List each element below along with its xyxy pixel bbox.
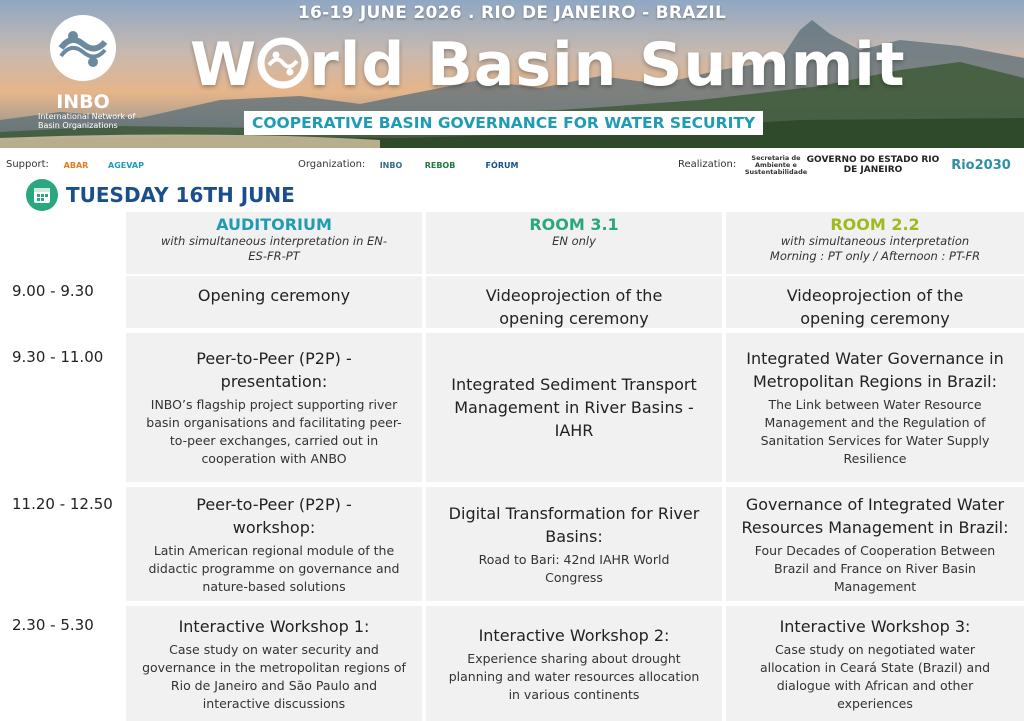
agevap-logo: AGEVAP xyxy=(108,160,144,170)
column-header-auditorium xyxy=(126,212,422,274)
title-part-1: W xyxy=(190,30,258,100)
session-cell xyxy=(126,487,422,601)
time-slot: 9.30 - 11.00 xyxy=(12,348,104,366)
day-label: TUESDAY 16TH JUNE xyxy=(66,183,295,207)
session-description: INBO’s flagship project supporting river basin organisations and facilitating peer-to-peer exchanges, carried out in cooperation with ANBO xyxy=(146,397,402,466)
day-heading xyxy=(26,180,295,210)
forum-logo: FÓRUM xyxy=(485,160,519,170)
session-cell xyxy=(126,276,422,328)
room-note: EN only xyxy=(552,234,596,248)
column-header-room-2-2 xyxy=(726,212,1024,274)
session-cell xyxy=(426,276,722,328)
time-slot: 11.20 - 12.50 xyxy=(12,495,113,513)
session-cell xyxy=(726,276,1024,328)
inbo-logo xyxy=(28,14,138,130)
room-note: with simultaneous interpretation in EN-ES-FR-PT xyxy=(160,234,388,263)
inbo-circle-icon xyxy=(49,14,117,82)
session-description: Case study on negotiated water allocation in Ceará State (Brazil) and dialogue with African and other experiences xyxy=(759,641,991,711)
session-cell xyxy=(426,333,722,482)
session-cell xyxy=(126,333,422,482)
session-description: Experience sharing about drought planning and water resources allocation in various continents xyxy=(448,650,700,702)
session-cell xyxy=(726,333,1024,482)
session-title: Videoprojection of the opening ceremony xyxy=(786,286,964,328)
rio2030-logo: Rio2030 xyxy=(951,157,1011,173)
session-description: Four Decades of Cooperation Between Brazil and France on River Basin Management xyxy=(754,542,996,594)
inbo-logo-fullname: International Network of Basin Organizations xyxy=(38,112,136,130)
summit-subtitle: COOPERATIVE BASIN GOVERNANCE FOR WATER SECURITY xyxy=(244,111,763,135)
session-title: Integrated Sediment Transport Management in River Basins - IAHR xyxy=(451,375,697,440)
rebob-logo: REBOB xyxy=(424,160,456,170)
session-description: Road to Bari: 42nd IAHR World Congress xyxy=(478,551,670,585)
support-label: Support: xyxy=(6,159,49,170)
session-title: Opening ceremony xyxy=(197,286,351,305)
time-slot: 9.00 - 9.30 xyxy=(12,282,94,300)
session-description: Latin American regional module of the didactic programme on governance and nature-based solutions xyxy=(148,542,400,594)
column-header-room-3-1 xyxy=(426,212,722,274)
realization-label: Realization: xyxy=(678,159,737,170)
session-title: Peer-to-Peer (P2P) - presentation: xyxy=(196,349,352,391)
session-title: Integrated Water Governance in Metropolitan Regions in Brazil: xyxy=(746,349,1004,391)
session-cell xyxy=(426,487,722,601)
session-title: Videoprojection of the opening ceremony xyxy=(485,286,663,328)
header-banner xyxy=(0,0,1024,148)
secretaria-logo: Secretaria de Ambiente e Sustentabilidade xyxy=(744,153,808,176)
summit-title xyxy=(190,30,906,100)
session-cell xyxy=(126,606,422,721)
room-name: ROOM 3.1 xyxy=(529,215,619,234)
session-title: Governance of Integrated Water Resources Management in Brazil: xyxy=(741,494,1009,537)
abar-logo: ABAR xyxy=(63,160,89,170)
session-description: Case study on water security and governance in the metropolitan regions of Rio de Janeiro and São Paulo and interactive discussions xyxy=(142,641,406,711)
partners-strip xyxy=(0,148,1024,182)
room-note: with simultaneous interpretation Morning : PT only / Afternoon : PT-FR xyxy=(769,234,981,263)
session-description: The Link between Water Resource Management and the Regulation of Sanitation Services for Water Supply Resilience xyxy=(760,397,990,466)
session-title: Digital Transformation for River Basins: xyxy=(448,503,700,546)
room-name: AUDITORIUM xyxy=(216,215,332,234)
organization-label: Organization: xyxy=(298,159,366,170)
globe-o-icon xyxy=(257,37,309,89)
inbo-logo-name: INBO xyxy=(56,91,110,113)
title-part-2: rld Basin Summit xyxy=(309,30,906,100)
session-cell xyxy=(726,606,1024,721)
session-title: Peer-to-Peer (P2P) - workshop: xyxy=(196,494,352,537)
session-cell xyxy=(426,606,722,721)
time-slot: 2.30 - 5.30 xyxy=(12,616,94,634)
session-title: Interactive Workshop 3: xyxy=(779,616,971,636)
session-title: Interactive Workshop 1: xyxy=(178,616,370,636)
event-dates: 16-19 JUNE 2026 . RIO DE JANEIRO - BRAZIL xyxy=(297,3,727,23)
session-cell xyxy=(726,487,1024,601)
session-title: Interactive Workshop 2: xyxy=(478,625,670,645)
room-name: ROOM 2.2 xyxy=(830,215,920,234)
calendar-icon xyxy=(26,179,58,211)
inbo-small-logo: INBO xyxy=(379,160,403,170)
governo-rj-logo: GOVERNO DO ESTADO RIO DE JANEIRO xyxy=(806,155,940,175)
